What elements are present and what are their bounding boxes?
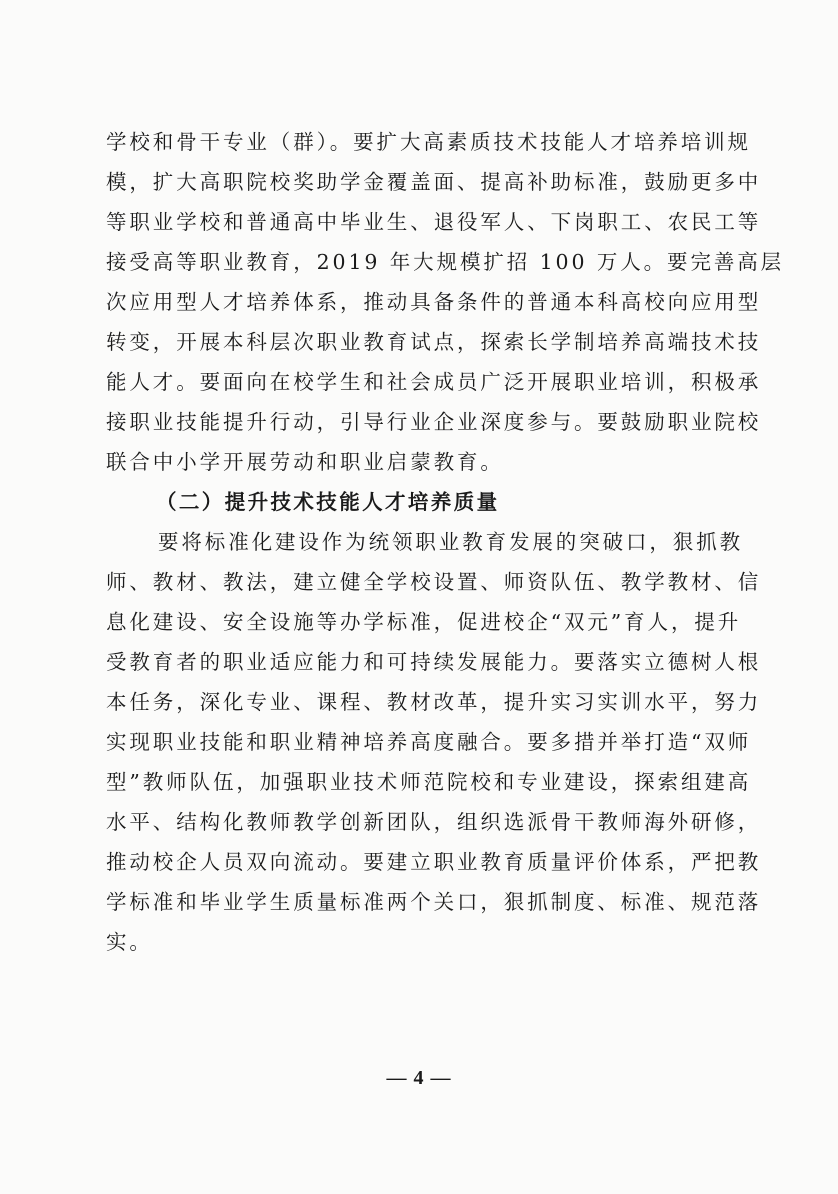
text-line: 学标准和毕业学生质量标准两个关口，狠抓制度、标准、规范落 [106, 890, 762, 914]
text-line: 水平、结构化教师教学创新团队，组织选派骨干教师海外研修， [106, 810, 762, 834]
text-line: 实。 [106, 930, 153, 954]
text-line: 接受高等职业教育，2019 年大规模扩招 100 万人。要完善高层 [106, 250, 785, 274]
text-line: 本任务，深化专业、课程、教材改革，提升实习实训水平，努力 [106, 690, 762, 714]
section-heading: （二）提升技术技能人才培养质量 [156, 490, 500, 514]
text-line: 接职业技能提升行动，引导行业企业深度参与。要鼓励职业院校 [106, 410, 762, 434]
paragraph-2 [106, 522, 762, 962]
text-line: 师、教材、教法，建立健全学校设置、师资队伍、教学教材、信 [106, 570, 762, 594]
text-line: 息化建设、安全设施等办学标准，促进校企“双元”育人，提升 [106, 610, 742, 634]
text-line: 等职业学校和普通高中毕业生、退役军人、下岗职工、农民工等 [106, 210, 762, 234]
text-line: 推动校企人员双向流动。要建立职业教育质量评价体系，严把教 [106, 850, 762, 874]
text-line: 模，扩大高职院校奖助学金覆盖面、提高补助标准，鼓励更多中 [106, 170, 762, 194]
text-line: 能人才。要面向在校学生和社会成员广泛开展职业培训，积极承 [106, 370, 762, 394]
text-line: 学校和骨干专业（群）。要扩大高素质技术技能人才培养培训规 [106, 130, 751, 154]
paragraph-1 [106, 122, 785, 482]
text-line: 实现职业技能和职业精神培养高度融合。要多措并举打造“双师 [106, 730, 752, 754]
text-line: 次应用型人才培养体系，推动具备条件的普通本科高校向应用型 [106, 290, 762, 314]
text-line: 转变，开展本科层次职业教育试点，探索长学制培养高端技术技 [106, 330, 762, 354]
document-body [106, 122, 785, 962]
page-number: — 4 — [386, 1067, 452, 1089]
text-line: 型”教师队伍，加强职业技术师范院校和专业建设，探索组建高 [106, 770, 752, 794]
text-line: 联合中小学开展劳动和职业启蒙教育。 [106, 450, 504, 474]
text-line: 要将标准化建设作为统领职业教育发展的突破口，狠抓教 [158, 530, 743, 554]
text-line: 受教育者的职业适应能力和可持续发展能力。要落实立德树人根 [106, 650, 762, 674]
